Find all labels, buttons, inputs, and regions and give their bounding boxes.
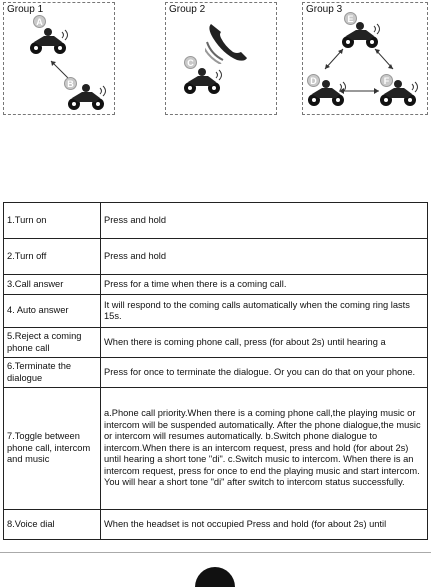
footer-divider [0, 552, 431, 553]
table-row [4, 275, 428, 295]
group-1-title: Group 1 [7, 4, 44, 15]
badge-f: F [380, 74, 393, 87]
badge-a: A [33, 15, 46, 28]
operation-cell: 3.Call answer [4, 275, 101, 295]
description-cell: a.Phone call priority.When there is a coming phone call,the playing music or intercom will be suspended automatically. After the phone dialogue,the music or intercom will resumes automatically. b.Switch phone dialogue to intercom.When there is an intercom request, press and hold (for about 2s) until hearing a short tone "di". c.Switch music to intercom. When there is an intercom request, press for once to end the playing music and start intercom. You will hear a short tone "di" after switch to intercom status successfully. [101, 388, 428, 510]
phone-handset-icon [205, 20, 253, 64]
description-cell: Press for once to terminate the dialogue. Or you can do that on your phone. [101, 358, 428, 388]
page-number-tab [195, 567, 235, 587]
link-arrow-icon [322, 46, 346, 72]
operation-cell: 7.Toggle between phone call, intercom and music [4, 388, 101, 510]
group-2-title: Group 2 [169, 4, 206, 15]
operation-cell: 6.Terminate the dialogue [4, 358, 101, 388]
group-3-title: Group 3 [306, 4, 343, 15]
description-cell: When there is coming phone call, press (for about 2s) until hearing a [101, 328, 428, 358]
table-row [4, 295, 428, 328]
intercom-groups-illustration [0, 0, 431, 118]
operation-cell: 4. Auto answer [4, 295, 101, 328]
badge-d: D [307, 74, 320, 87]
table-row [4, 328, 428, 358]
table-row [4, 358, 428, 388]
badge-b: B [64, 77, 77, 90]
operation-cell: 8.Voice dial [4, 510, 101, 540]
table-row [4, 239, 428, 275]
table-row [4, 388, 428, 510]
description-cell: When the headset is not occupied Press and hold (for about 2s) until [101, 510, 428, 540]
operations-table [3, 202, 428, 540]
table-row [4, 510, 428, 540]
link-arrow-icon [372, 46, 396, 72]
badge-c: C [184, 56, 197, 69]
motorbike-c-icon [182, 68, 224, 96]
table-row [4, 203, 428, 239]
description-cell: Press and hold [101, 203, 428, 239]
description-cell: It will respond to the coming calls automatically when the coming ring lasts 15s. [101, 295, 428, 328]
operation-cell: 5.Reject a coming phone call [4, 328, 101, 358]
description-cell: Press and hold [101, 239, 428, 275]
operation-cell: 2.Turn off [4, 239, 101, 275]
motorbike-a-icon [28, 28, 70, 56]
operation-cell: 1.Turn on [4, 203, 101, 239]
description-cell: Press for a time when there is a coming call. [101, 275, 428, 295]
badge-e: E [344, 12, 357, 25]
